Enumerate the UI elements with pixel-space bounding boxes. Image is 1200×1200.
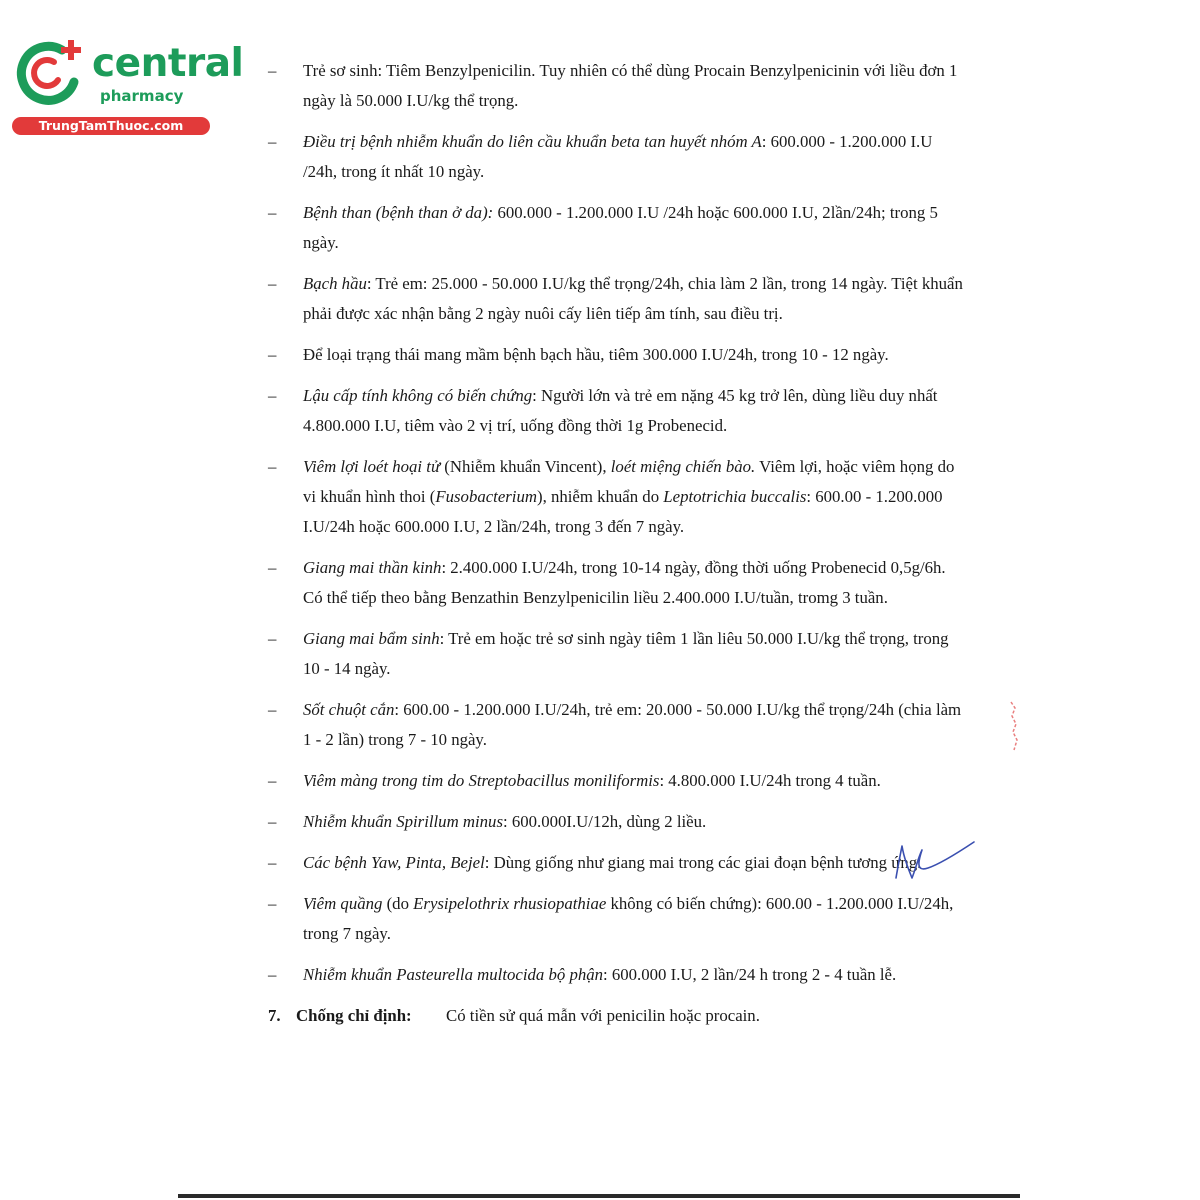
dosage-item-text [303,766,968,796]
dosage-item-text [303,960,968,990]
list-dash: – [268,203,277,222]
contraindication-section [268,1001,968,1031]
text-run: : 4.800.000 I.U/24h trong 4 tuần. [659,771,881,790]
dosage-item [268,127,968,187]
dosage-item-text [303,624,968,684]
text-run: : 600.00 - 1.200.000 I.U/24h, trẻ em: 20.000 - 50.000 I.U/kg thể trọng/24h (chia làm 1 - 2 lần) trong 7 - 10 ngày. [303,700,962,749]
italic-term: Sốt chuột cắn [303,700,395,719]
italic-term: Nhiễm khuẩn Pasteurella multocida bộ phận [303,965,604,984]
list-dash: – [268,894,277,913]
list-dash: – [268,345,277,364]
list-dash: – [268,558,277,577]
dosage-item-text [303,127,968,187]
dosage-item-text [303,553,968,613]
text-run: : Dùng giống như giang mai trong các giai đoạn bệnh tương ứng. [484,853,922,872]
brand-subtitle: pharmacy [100,87,184,105]
text-run: (do [382,894,414,913]
italic-term: Giang mai bẩm sinh [303,629,440,648]
italic-term: Lậu cấp tính không có biến chứng [303,386,533,405]
text-run: : Trẻ em: 25.000 - 50.000 I.U/kg thể trọng/24h, chia làm 2 lần, trong 14 ngày. Tiệt khuẩn phải được xác nhận bằng 2 ngày nuôi cấy liên tiếp âm tính, sau điều trị. [303,274,963,323]
text-run: : 600.000I.U/12h, dùng 2 liều. [502,812,707,831]
page-bottom-rule [178,1194,1020,1198]
dosage-item-text [303,269,968,329]
dosage-item [268,452,968,542]
list-dash: – [268,629,277,648]
list-dash: – [268,61,277,80]
italic-term: Viêm quầng [303,894,383,913]
dosage-item-text [303,807,968,837]
italic-term: Viêm lợi loét hoại tử [303,457,441,476]
text-run: : Người lớn và trẻ em nặng 45 kg trở lên, dùng liều duy nhất 4.800.000 I.U, tiêm vào 2 vị trí, uống đồng thời 1g Probenecid. [303,386,938,435]
italic-term: Erysipelothrix rhusiopathiae [413,894,607,913]
italic-term: Nhiễm khuẩn Spirillum minus [303,812,503,831]
text-run: (Nhiễm khuẩn Vincent), [440,457,611,476]
dosage-item [268,198,968,258]
dosage-item [268,960,968,990]
text-run: Viêm lợi, hoặc viêm họng do vi khuẩn hình thoi ( [303,457,955,506]
dosage-item [268,889,968,949]
list-dash: – [268,274,277,293]
dosage-item [268,553,968,613]
dosage-item [268,340,968,370]
dosage-item [268,848,968,878]
text-run: không có biến chứng): 600.00 - 1.200.000 I.U/24h, trong 7 ngày. [303,894,954,943]
dosage-item [268,269,968,329]
brand-name: central [92,41,244,86]
italic-term: Các bệnh Yaw, Pinta, Bejel [303,853,485,872]
text-run: : 600.000 I.U, 2 lần/24 h trong 2 - 4 tuần lễ. [603,965,897,984]
dosage-item-text [303,381,968,441]
text-run: : 2.400.000 I.U/24h, trong 10-14 ngày, đồng thời uống Probenecid 0,5g/6h. Có thể tiếp theo bằng Benzathin Benzylpenicilin liều 2.400.000 I.U/tuần, tromg 3 tuần. [303,558,946,607]
list-dash: – [268,812,277,831]
italic-term: loét miệng chiến bào. [610,457,756,476]
list-dash: – [268,700,277,719]
list-dash: – [268,853,277,872]
dosage-item [268,766,968,796]
handwritten-signature [888,838,978,888]
list-dash: – [268,457,277,476]
text-run: 600.000 - 1.200.000 I.U /24h hoặc 600.000 I.U, 2lần/24h; trong 5 ngày. [303,203,938,252]
list-dash: – [268,386,277,405]
dosage-document [268,56,968,1031]
text-run: ), nhiễm khuẩn do [536,487,664,506]
text-run: : 600.00 - 1.200.000 I.U/24h hoặc 600.000 I.U, 2 lần/24h, trong 3 đến 7 ngày. [303,487,943,536]
italic-term: Fusobacterium [435,487,537,506]
list-dash: – [268,132,277,151]
dosage-item-text [303,340,968,370]
dosage-item-text [303,889,968,949]
text-run: : Trẻ em hoặc trẻ sơ sinh ngày tiêm 1 lần liêu 50.000 I.U/kg thể trọng, trong 10 - 14 ngày. [303,629,949,678]
dosage-item-text [303,198,968,258]
dosage-item [268,624,968,684]
italic-term: Bệnh than (bệnh than ở da): [303,203,494,222]
text-run: : 600.000 - 1.200.000 I.U /24h, trong ít nhất 10 ngày. [303,132,933,181]
italic-term: Leptotrichia buccalis [663,487,807,506]
section-text: Có tiền sử quá mẫn với penicilin hoặc procain. [446,1006,760,1025]
pharmacy-cross-logo-icon [10,36,92,116]
list-dash: – [268,965,277,984]
brand-url-badge[interactable]: TrungTamThuoc.com [12,117,210,135]
dosage-item [268,56,968,116]
list-dash: – [268,771,277,790]
red-stamp-mark-icon [1005,700,1023,755]
dosage-item [268,381,968,441]
dosage-list [268,56,968,990]
section-number: 7. [268,1006,281,1025]
dosage-item [268,807,968,837]
dosage-item [268,695,968,755]
italic-term: Bạch hầu [303,274,367,293]
section-label: Chống chỉ định: [296,1006,412,1025]
text-run: Trẻ sơ sinh: Tiêm Benzylpenicilin. Tuy nhiên có thể dùng Procain Benzylpenicinin với liều đơn 1 ngày là 50.000 I.U/kg thể trọng. [303,61,958,110]
italic-term: Giang mai thần kinh [303,558,442,577]
dosage-item-text [303,452,968,542]
dosage-item-text [303,56,968,116]
central-pharmacy-logo [10,36,244,136]
italic-term: Viêm màng trong tim do Streptobacillus moniliformis [303,771,660,790]
italic-term: Điều trị bệnh nhiễm khuẩn do liên cầu khuẩn beta tan huyết nhóm A [303,132,762,151]
text-run: Để loại trạng thái mang mầm bệnh bạch hầu, tiêm 300.000 I.U/24h, trong 10 - 12 ngày. [303,345,889,364]
dosage-item-text [303,695,968,755]
dosage-item-text [303,848,968,878]
